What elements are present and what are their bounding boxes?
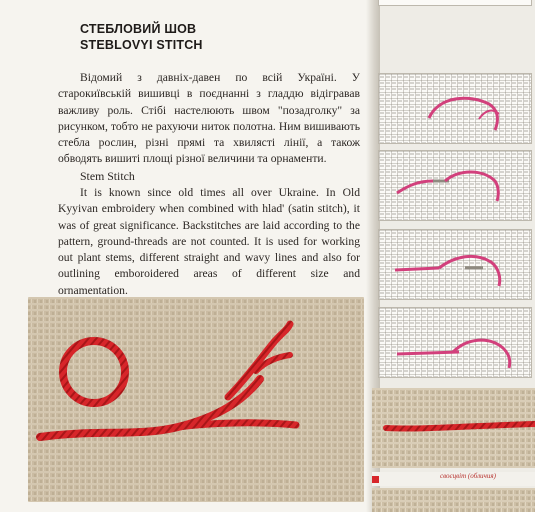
stitch-diagram-step-1 (378, 73, 532, 144)
caption-text: своєцвіт (обличия) (440, 472, 496, 480)
red-thread-branch-lower (178, 423, 296, 427)
stitch-diagram-step-2 (378, 150, 532, 221)
grid-diagram-2 (379, 151, 531, 220)
main-embroidery-photo (28, 297, 364, 502)
caption-marker (372, 476, 379, 483)
side-embroidery-photo (372, 388, 535, 468)
grid-diagram-3 (379, 230, 531, 299)
stitch-diagram-step-4 (378, 307, 532, 378)
title-english: STEBLOVYI STITCH (80, 38, 203, 52)
title-ukrainian: СТЕБЛОВИЙ ШОВ (80, 22, 197, 36)
linen-photo-illustration (28, 297, 364, 502)
paragraph-ukrainian: Відомий з давніх-давен по всій Україні. У старокиївській вишивці в поєднанні з гладдю відігравав важливу роль. Стібі настелюють швом "позадголку" за рисунком, тобто не рахуючи ниток полотна. Ним вишивають стебла рослин, різні прямі та хвилясті лінії, а також обводять вишиті площі різної величини та орнаменти. (58, 71, 360, 166)
grid-diagram-1 (379, 74, 531, 143)
diagram-top-strip (378, 0, 532, 6)
grid-diagram-4 (379, 308, 531, 377)
bottom-photo-illustration (372, 488, 535, 512)
side-photo-illustration (372, 388, 535, 468)
paragraph-english: It is known since old times all over Ukraine. In Old Kyyivan embroidery when combined with hlad' (satin stitch), it was of great significance. Backstitches are laid according to the pattern, ground-threads are not counted. It is used for working out plant stems, different straight and wavy lines and also for outlining emboroidered areas of different size and ornamentation. (58, 186, 360, 297)
subheading-stem-stitch: Stem Stitch (80, 169, 135, 183)
stitch-diagram-step-3 (378, 229, 532, 300)
bottom-embroidery-photo (372, 488, 535, 512)
